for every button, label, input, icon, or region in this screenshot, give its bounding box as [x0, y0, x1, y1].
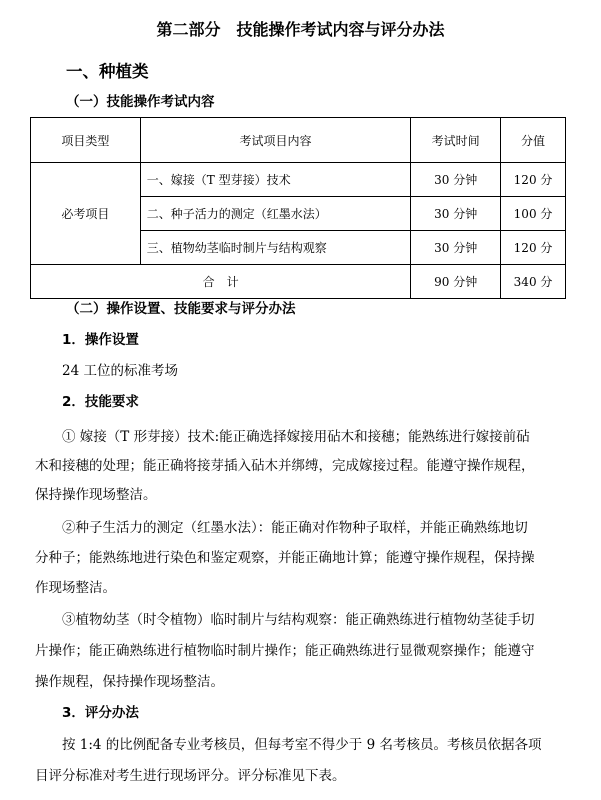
- paragraph-line: 分种子；能熟练地进行染色和鉴定观察，并能正确地计算；能遵守操作规程，保持操: [35, 550, 535, 566]
- paragraph-line: 操作规程，保持操作现场整洁。: [35, 674, 224, 690]
- heading-operation-setup: 1．操作设置: [62, 332, 139, 348]
- exam-item-score: 100 分: [501, 197, 566, 231]
- total-label: 合 计: [31, 265, 411, 299]
- section-heading-planting: 一、种植类: [66, 62, 149, 81]
- subsection-heading-setup-skills-scoring: （二）操作设置、技能要求与评分办法: [66, 301, 296, 317]
- subsection-heading-exam-content: （一）技能操作考试内容: [66, 94, 215, 110]
- exam-content-table: [30, 117, 566, 299]
- paragraph-line: 作现场整洁。: [35, 580, 116, 596]
- exam-item-content: 三、植物幼茎临时制片与结构观察: [140, 231, 410, 265]
- paragraph-line: 目评分标准对考生进行现场评分。评分标准见下表。: [35, 768, 346, 784]
- exam-item-time: 30 分钟: [411, 197, 501, 231]
- table-total-row: [31, 265, 566, 299]
- exam-item-time: 30 分钟: [411, 231, 501, 265]
- heading-scoring-method: 3．评分办法: [62, 705, 139, 721]
- paragraph-line: ②种子生活力的测定（红墨水法）：能正确对作物种子取样，并能正确熟练地切: [62, 520, 528, 536]
- setup-text: 24 工位的标准考场: [62, 363, 178, 379]
- exam-item-time: 30 分钟: [411, 163, 501, 197]
- exam-item-score: 120 分: [501, 163, 566, 197]
- paragraph-line: 保持操作现场整洁。: [35, 487, 157, 503]
- paragraph-line: 按 1:4 的比例配备专业考核员，但每考室不得少于 9 名考核员。考核员依据各项: [62, 737, 542, 753]
- exam-item-content: 二、种子活力的测定（红墨水法）: [140, 197, 410, 231]
- exam-item-score: 120 分: [501, 231, 566, 265]
- heading-skill-requirements: 2．技能要求: [62, 394, 139, 410]
- table-header-row: [31, 118, 566, 163]
- paragraph-line: 片操作；能正确熟练进行植物临时制片操作；能正确熟练进行显微观察操作；能遵守: [35, 643, 535, 659]
- table-header-cell: 考试时间: [411, 118, 501, 163]
- group-label-cell: 必考项目: [31, 163, 141, 265]
- page-title: 第二部分 技能操作考试内容与评分办法: [156, 20, 445, 39]
- paragraph-line: 木和接穗的处理；能正确将接芽插入砧木并绑缚，完成嫁接过程。能遵守操作规程，: [35, 458, 535, 474]
- total-time: 90 分钟: [411, 265, 501, 299]
- table-header-cell: 考试项目内容: [140, 118, 410, 163]
- paragraph-line: ③植物幼茎（时令植物）临时制片与结构观察：能正确熟练进行植物幼茎徒手切: [62, 612, 535, 628]
- exam-item-content: 一、嫁接（T 型芽接）技术: [140, 163, 410, 197]
- table-row: [31, 163, 566, 197]
- table-header-cell: 项目类型: [31, 118, 141, 163]
- paragraph-line: ① 嫁接（T 形芽接）技术:能正确选择嫁接用砧木和接穗；能熟练进行嫁接前砧: [62, 429, 530, 445]
- table-header-cell: 分值: [501, 118, 566, 163]
- total-score: 340 分: [501, 265, 566, 299]
